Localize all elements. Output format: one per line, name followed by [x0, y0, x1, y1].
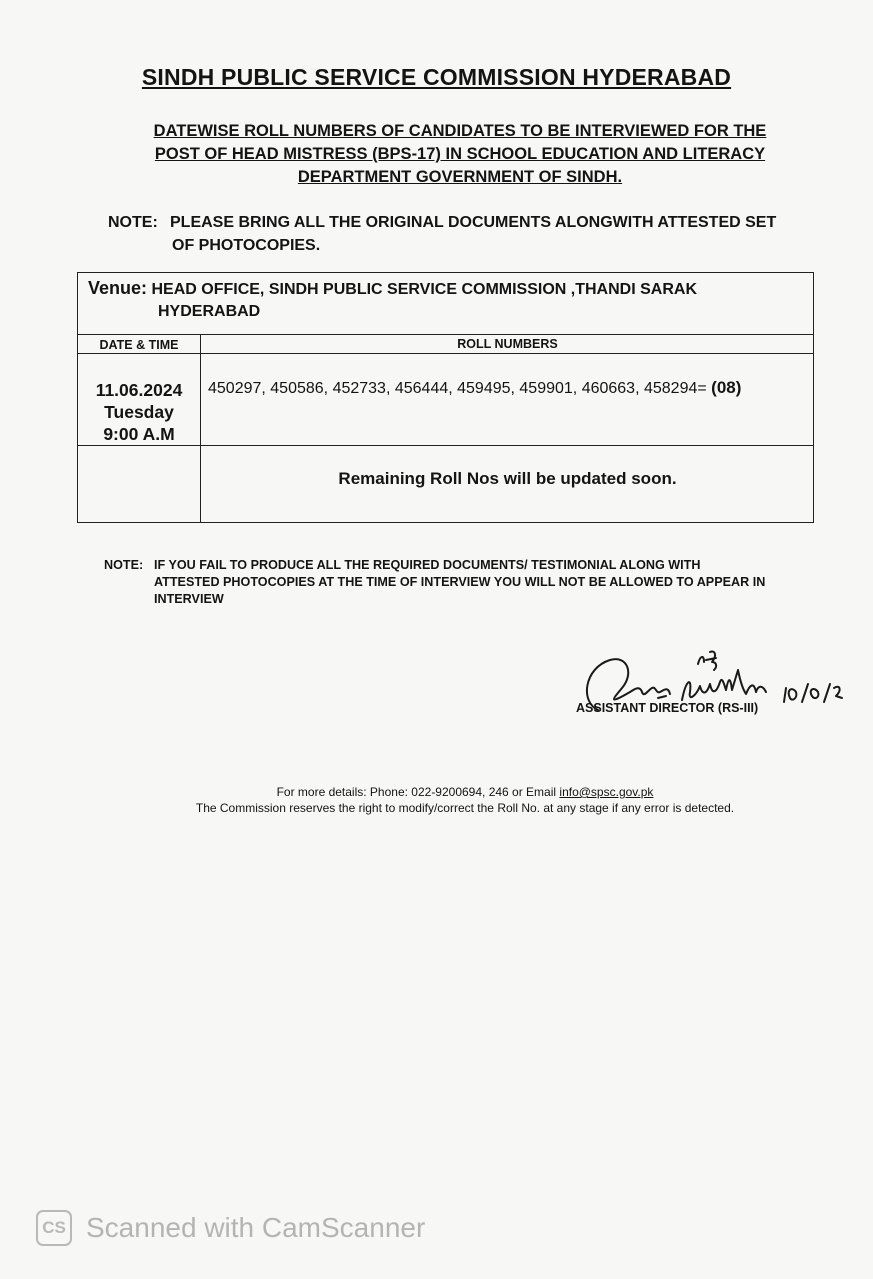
note-text: ATTESTED PHOTOCOPIES AT THE TIME OF INTERVIEW YOU WILL NOT BE ALLOWED TO APPEAR IN: [154, 575, 766, 589]
table-row: [78, 353, 813, 446]
venue-text: HYDERABAD: [158, 303, 261, 320]
note-text: PLEASE BRING ALL THE ORIGINAL DOCUMENTS ALONGWITH ATTESTED SET: [170, 214, 777, 231]
note-label: NOTE:: [104, 558, 144, 572]
email-link[interactable]: info@spsc.gov.pk: [559, 785, 654, 799]
interview-schedule-table: [77, 272, 814, 523]
document-subtitle: [100, 120, 820, 189]
roll-count: (08): [711, 378, 742, 397]
note-label: NOTE:: [108, 214, 158, 231]
venue-text: HEAD OFFICE, SINDH PUBLIC SERVICE COMMISSION ,THANDI SARAK: [151, 281, 697, 298]
camscanner-text: Scanned with CamScanner: [86, 1212, 426, 1243]
interview-date: 11.06.2024: [95, 380, 183, 400]
date-time-cell: [78, 379, 200, 445]
table-header-row: [78, 335, 813, 354]
venue-row: [78, 273, 813, 335]
interview-time: 9:00 A.M: [103, 424, 175, 444]
top-note: [108, 211, 828, 257]
bottom-note: [104, 557, 824, 608]
footer: [150, 784, 780, 816]
note-text: INTERVIEW: [154, 592, 224, 606]
header-date-time: DATE & TIME: [99, 338, 179, 352]
camscanner-logo-icon: CS: [36, 1210, 72, 1246]
handwritten-signature: [570, 640, 870, 740]
page-title: SINDH PUBLIC SERVICE COMMISSION HYDERABAD: [141, 64, 732, 90]
header-roll-numbers: ROLL NUMBERS: [457, 337, 558, 351]
signature-block: [570, 640, 870, 740]
subtitle-line: POST OF HEAD MISTRESS (BPS-17) IN SCHOOL EDUCATION AND LITERACY: [154, 145, 766, 163]
roll-numbers-cell: [208, 378, 741, 398]
remaining-note: Remaining Roll Nos will be updated soon.: [338, 469, 677, 488]
subtitle-line: DATEWISE ROLL NUMBERS OF CANDIDATES TO BE INTERVIEWED FOR THE: [153, 122, 767, 140]
designation-label: ASSISTANT DIRECTOR (RS-III): [576, 701, 759, 715]
subtitle-line: DEPARTMENT GOVERNMENT OF SINDH.: [297, 168, 623, 186]
contact-text: For more details: Phone: 022-9200694, 246 or Email: [276, 785, 560, 799]
table-row: [78, 445, 813, 522]
disclaimer-text: The Commission reserves the right to modify/correct the Roll No. at any stage if any error is detected.: [195, 801, 735, 815]
interview-day: Tuesday: [104, 402, 174, 422]
note-text: OF PHOTOCOPIES.: [172, 237, 321, 254]
venue-label: Venue:: [88, 278, 148, 298]
note-text: IF YOU FAIL TO PRODUCE ALL THE REQUIRED DOCUMENTS/ TESTIMONIAL ALONG WITH: [154, 558, 701, 572]
roll-numbers: 450297, 450586, 452733, 456444, 459495, 459901, 460663, 458294=: [208, 380, 707, 397]
